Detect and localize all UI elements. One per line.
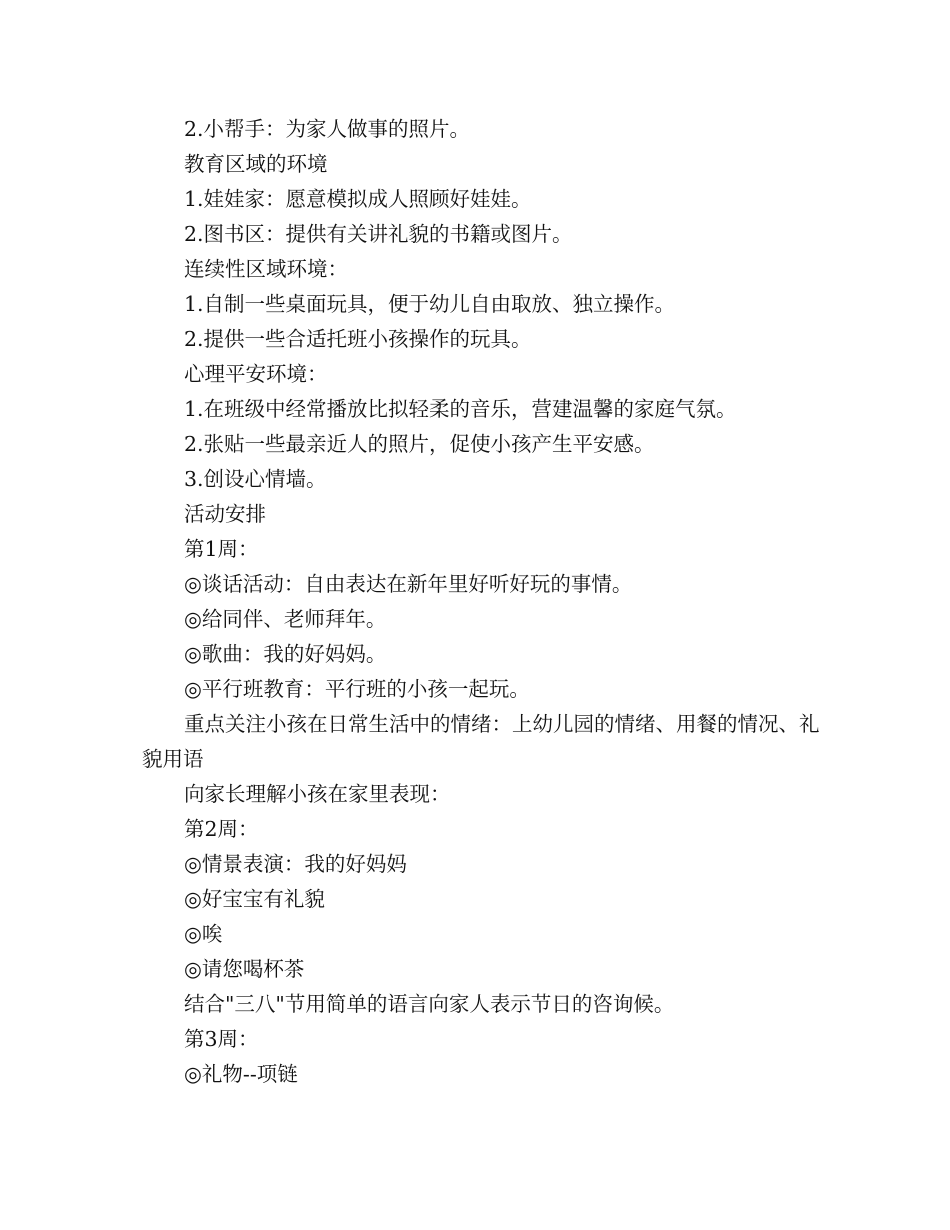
list-item: ◎请您喝杯茶 bbox=[184, 957, 305, 981]
paragraph: 1.自制一些桌面玩具，便于幼儿自由取放、独立操作。 bbox=[184, 292, 676, 316]
paragraph: 2.提供一些合适托班小孩操作的玩具。 bbox=[184, 327, 532, 351]
paragraph: 向家长理解小孩在家里表现： bbox=[184, 782, 451, 806]
paragraph: 结合"三八"节用简单的语言向家人表示节日的咨询候。 bbox=[184, 992, 675, 1016]
paragraph: 3.创设心情墙。 bbox=[184, 467, 327, 491]
paragraph: 1.在班级中经常播放比拟轻柔的音乐，营建温馨的家庭气氛。 bbox=[184, 397, 737, 421]
list-item: ◎唉 bbox=[184, 922, 223, 946]
list-item: ◎情景表演：我的好妈妈 bbox=[184, 852, 407, 876]
paragraph: 1.娃娃家：愿意模拟成人照顾好娃娃。 bbox=[184, 187, 532, 211]
document-body bbox=[142, 112, 822, 1092]
list-item: ◎好宝宝有礼貌 bbox=[184, 887, 325, 911]
section-heading: 活动安排 bbox=[184, 502, 266, 526]
list-item: ◎给同伴、老师拜年。 bbox=[184, 607, 387, 631]
paragraph: 2.张贴一些最亲近人的照片，促使小孩产生平安感。 bbox=[184, 432, 655, 456]
paragraph: 2.小帮手：为家人做事的照片。 bbox=[184, 117, 471, 141]
week-heading: 第2周： bbox=[184, 817, 259, 841]
section-heading: 教育区域的环境 bbox=[184, 152, 328, 176]
list-item: ◎谈话活动：自由表达在新年里好听好玩的事情。 bbox=[184, 572, 633, 596]
week-heading: 第1周： bbox=[184, 537, 259, 561]
paragraph: 2.图书区：提供有关讲礼貌的书籍或图片。 bbox=[184, 222, 573, 246]
section-heading: 连续性区域环境： bbox=[184, 257, 348, 281]
week-heading: 第3周： bbox=[184, 1027, 259, 1051]
paragraph: 重点关注小孩在日常生活中的情绪：上幼儿园的情绪、用餐的情况、礼貌用语 bbox=[142, 712, 820, 771]
list-item: ◎礼物--项链 bbox=[184, 1062, 298, 1086]
list-item: ◎歌曲：我的好妈妈。 bbox=[184, 642, 387, 666]
section-heading: 心理平安环境： bbox=[184, 362, 328, 386]
list-item: ◎平行班教育：平行班的小孩一起玩。 bbox=[184, 677, 530, 701]
